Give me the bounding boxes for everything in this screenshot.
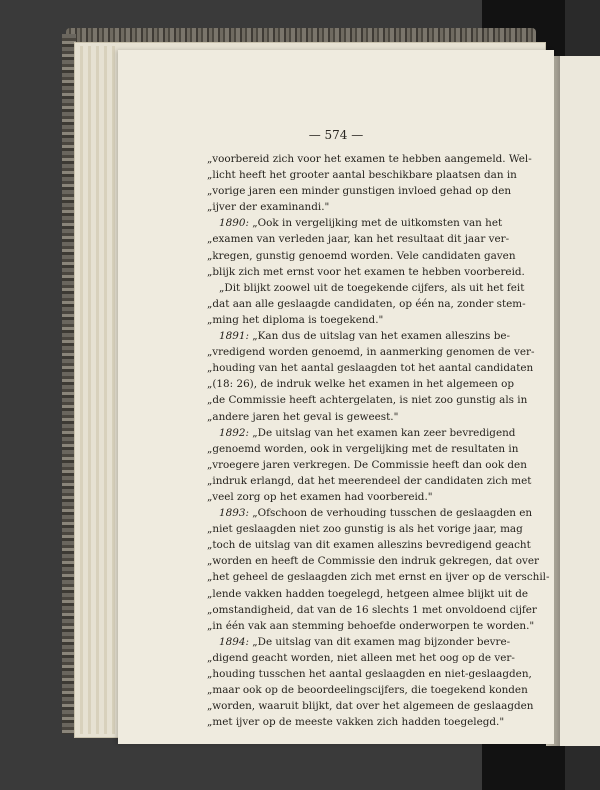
line-text: „Kan dus de uitslag van het examen alleszins be- <box>248 330 511 343</box>
year-label: 1890: <box>219 217 249 230</box>
line-text: „dat aan alle geslaagde candidaten, op één na, zonder stem- <box>207 297 526 310</box>
text-line <box>207 215 501 231</box>
text-line <box>207 312 501 328</box>
line-text: „worden, waaruit blijkt, dat over het algemeen de geslaagden <box>207 700 534 713</box>
text-line <box>207 457 527 473</box>
text-line <box>207 586 529 602</box>
line-text: „De uitslag van het examen kan zeer bevredigend <box>248 426 516 439</box>
text-line <box>207 151 532 167</box>
text-line <box>207 537 531 553</box>
line-text: „worden en heeft de Commissie den indruk gekregen, dat over <box>207 555 539 568</box>
text-line <box>207 714 505 730</box>
line-text: „genoemd worden, ook in vergelijking met de resultaten in <box>207 442 519 455</box>
text-line <box>207 553 539 569</box>
page-stack-layer <box>96 46 99 734</box>
line-text: „niet geslaagden niet zoo gunstig is als het vorige jaar, mag <box>207 523 523 536</box>
line-text: „andere jaren het geval is geweest." <box>207 410 399 423</box>
text-line <box>207 376 515 392</box>
text-line <box>207 344 535 360</box>
page-stack-layer <box>80 46 83 734</box>
page-number: — 574 — <box>308 128 364 142</box>
text-line <box>207 296 526 312</box>
line-text: „met ijver op de meeste vakken zich hadden toegelegd." <box>207 716 505 729</box>
text-line <box>207 505 533 521</box>
line-text: „Ofschoon de verhouding tusschen de geslaagden en <box>248 507 533 520</box>
text-line <box>207 602 537 618</box>
line-text: „het geheel de geslaagden zich met ernst en ijver op de verschil- <box>207 571 550 584</box>
text-line <box>207 167 517 183</box>
text-line <box>207 425 516 441</box>
line-text: „Ook in vergelijking met de uitkomsten van het <box>248 217 503 230</box>
line-text: „vorige jaren een minder gunstigen invloed gehad op den <box>207 185 512 198</box>
text-line <box>207 634 511 650</box>
page-stack-layer <box>88 46 91 734</box>
line-text: „vroegere jaren verkregen. De Commissie heeft dan ook den <box>207 458 527 471</box>
year-label: 1892: <box>219 426 249 439</box>
line-text: „de Commissie heeft achtergelaten, is niet zoo gunstig als in <box>207 394 528 407</box>
text-line <box>207 392 528 408</box>
line-text: „licht heeft het grooter aantal beschikbare plaatsen dan in <box>207 169 517 182</box>
page-body-text <box>207 151 550 730</box>
line-text: „digend geacht worden, niet alleen met het oog op de ver- <box>207 651 515 664</box>
text-line <box>207 183 512 199</box>
text-line <box>207 409 501 425</box>
text-line <box>207 666 532 682</box>
line-text: „blijk zich met ernst voor het examen te hebben voorbereid. <box>207 265 525 278</box>
text-line <box>207 199 501 215</box>
page-stack-layer <box>112 46 115 734</box>
text-line <box>207 650 515 666</box>
line-text: „houding van het aantal geslaagden tot het aantal candidaten <box>207 362 534 375</box>
line-text: „indruk erlangd, dat het meerendeel der candidaten zich met <box>207 474 532 487</box>
line-text: „toch de uitslag van dit examen alleszins bevredigend geacht <box>207 539 531 552</box>
text-line <box>207 489 501 505</box>
line-text: „Dit blijkt zoowel uit de toegekende cijfers, als uit het feit <box>219 281 525 294</box>
text-line <box>207 698 534 714</box>
text-line <box>207 618 535 634</box>
line-text: „omstandigheid, dat van de 16 slechts 1 met onvoldoend cijfer <box>207 603 537 616</box>
text-line <box>207 264 525 280</box>
text-line <box>207 521 523 537</box>
line-text: „examen van verleden jaar, kan het resultaat dit jaar ver- <box>207 233 510 246</box>
year-label: 1893: <box>219 507 249 520</box>
line-text: „in één vak aan stemming behoefde onderworpen te worden." <box>207 619 535 632</box>
text-line <box>207 231 510 247</box>
text-line <box>207 473 532 489</box>
line-text: „De uitslag van dit examen mag bijzonder bevre- <box>248 635 511 648</box>
line-text: „ijver der examinandi." <box>207 201 330 214</box>
year-label: 1891: <box>219 330 249 343</box>
line-text: „ming het diploma is toegekend." <box>207 313 384 326</box>
line-text: „(18: 26), de indruk welke het examen in het algemeen op <box>207 378 515 391</box>
line-text: „lende vakken hadden toegelegd, hetgeen almee blijkt uit de <box>207 587 529 600</box>
line-text: „houding tusschen het aantal geslaagden en niet-geslaagden, <box>207 668 532 680</box>
year-label: 1894: <box>219 635 249 648</box>
text-line <box>207 360 534 376</box>
text-line <box>207 441 519 457</box>
text-line <box>207 248 516 264</box>
text-line <box>207 328 511 344</box>
text-line <box>207 682 528 698</box>
line-text: „voorbereid zich voor het examen te hebben aangemeld. Wel- <box>207 153 532 165</box>
line-text: „maar ook op de beoordeelingscijfers, die toegekend konden <box>207 684 528 697</box>
line-text: „kregen, gunstig genoemd worden. Vele candidaten gaven <box>207 249 516 262</box>
text-line <box>207 569 550 585</box>
line-text: „veel zorg op het examen had voorbereid." <box>207 490 433 503</box>
facing-page <box>560 56 600 746</box>
line-text: „vredigend worden genoemd, in aanmerking genomen de ver- <box>207 346 535 359</box>
book-page <box>118 50 554 744</box>
page-stack-layer <box>104 46 107 734</box>
text-line <box>207 280 525 296</box>
